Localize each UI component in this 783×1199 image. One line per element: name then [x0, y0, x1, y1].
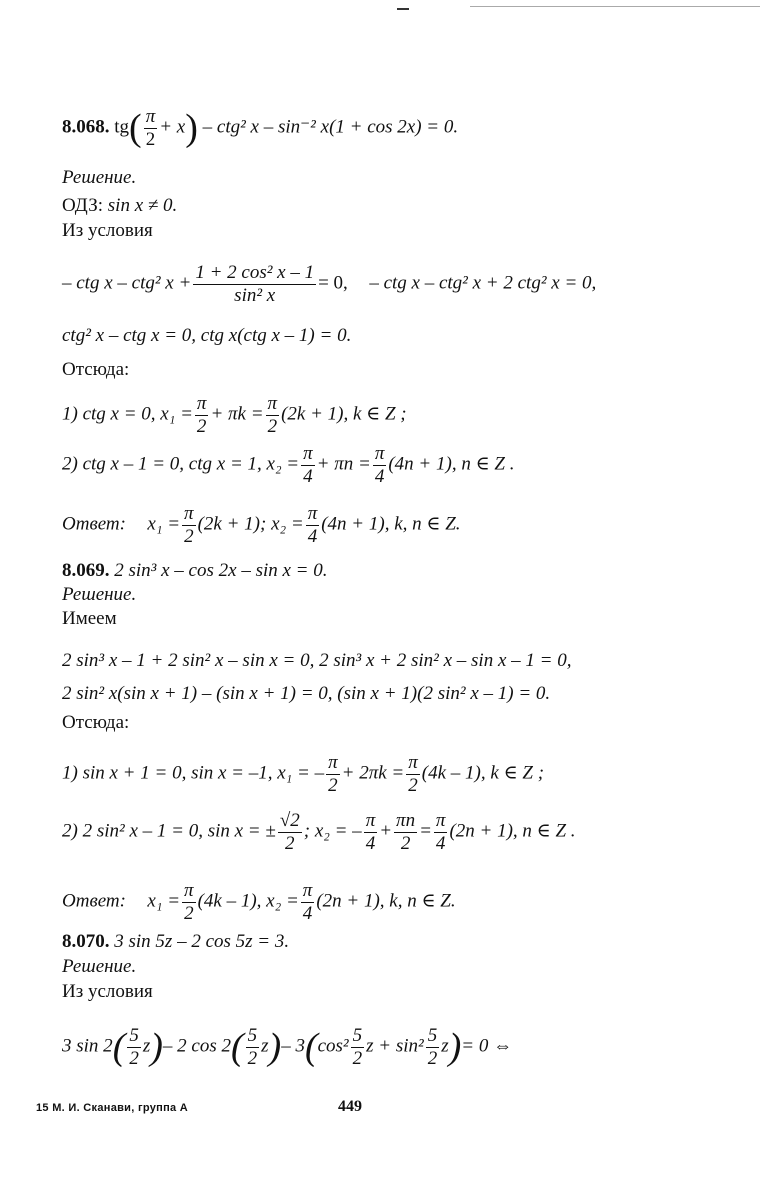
from-condition-label: Из условия	[62, 220, 153, 241]
solution-label: Решение.	[62, 167, 137, 188]
scan-mark	[397, 8, 409, 10]
answer-8069: Ответ: x₁ = $\frac{\pi}{2}$ (4k – 1), x₂ = $\frac{\pi}{4}$ (2n + 1), k, n ∈ Z.	[62, 880, 456, 924]
equation-1: – ctg x – ctg² x + $\frac{\text{1 + 2 cos² x – 1}}{\text{sin² x}}$ = 0, – ctg x – ctg² x + 2 ctg² x = 0,	[62, 262, 597, 306]
fraction: $\frac{\text{1 + 2 cos² x – 1}}{\text{sin² x}}$	[195, 262, 315, 306]
answer-8068: Ответ: x₁ = $\frac{\pi}{2}$ (2k + 1); x₂ = $\frac{\pi}{4}$ (4n + 1), k, n ∈ Z.	[62, 503, 461, 547]
equation-3: 2 sin³ x – 1 + 2 sin² x – sin x = 0, 2 sin³ x + 2 sin² x – sin x – 1 = 0,	[62, 650, 572, 671]
problem-8069: 8.069. 2 sin³ x – cos 2x – sin x = 0.	[62, 560, 328, 581]
answer-label: Ответ:	[62, 890, 126, 912]
problem-8070: 8.070. 3 sin 5z – 2 cos 5z = 3.	[62, 931, 290, 952]
equation-4: 2 sin² x(sin x + 1) – (sin x + 1) = 0, (sin x + 1)(2 sin² x – 1) = 0.	[62, 683, 551, 704]
solution-label: Решение.	[62, 584, 137, 605]
page-number: 449	[338, 1098, 362, 1115]
equation-2: ctg² x – ctg x = 0, ctg x(ctg x – 1) = 0.	[62, 325, 352, 346]
hence-label-1: Отсюда:	[62, 359, 130, 380]
we-have-label: Имеем	[62, 608, 117, 629]
equation-rest: – ctg² x – sin⁻² x(1 + cos 2x) = 0.	[202, 116, 459, 138]
case-2-8069: 2) 2 sin² x – 1 = 0, sin x = ± $\frac{√2}{2}$ ; x₂ = – $\frac{\pi}{4}$ + $\frac{\pi n}{2}$ = $\frac{\pi}{4}$ (2n + 1), n ∈ Z .	[62, 810, 576, 854]
footer-signature: 15 М. И. Сканави, группа А	[36, 1102, 189, 1114]
answer-label: Ответ:	[62, 513, 126, 535]
case-1-8068: 1) ctg x = 0, x₁ = $\frac{\pi}{2}$ + πk = $\frac{\pi}{2}$ (2k + 1), k ∈ Z ;	[62, 393, 407, 437]
solution-label: Решение.	[62, 956, 137, 977]
hence-label-2: Отсюда:	[62, 712, 130, 733]
case-1-8069: 1) sin x + 1 = 0, sin x = –1, x₁ = – $\frac{\pi}{2}$ + 2πk = $\frac{\pi}{2}$ (4k – 1), k ∈ Z ;	[62, 752, 545, 796]
odz-line: ОДЗ: sin x ≠ 0.	[62, 195, 178, 216]
problem-number: 8.070.	[62, 931, 110, 952]
case-2-8068: 2) ctg x – 1 = 0, ctg x = 1, x₂ = $\frac{\pi}{4}$ + πn = $\frac{\pi}{4}$ (4n + 1), n ∈ Z .	[62, 443, 515, 487]
problem-number: 8.068.	[62, 116, 110, 138]
problem-number: 8.069.	[62, 560, 110, 581]
fraction: $\frac{\pi}{2}$	[145, 106, 156, 150]
tg-label: tg	[114, 116, 130, 138]
equation-5: 3 sin 2( $\frac{5}{2}$ z)– 2 cos 2( $\frac{5}{2}$ z)– 3(cos² $\frac{5}{2}$ z + sin² $\frac{5}{2}$ z)= 0 ⇔	[62, 1025, 513, 1069]
scan-edge-line	[470, 6, 760, 7]
from-condition-label: Из условия	[62, 981, 153, 1002]
problem-8068: 8.068. tg( $\frac{\pi}{2}$ + x) – ctg² x – sin⁻² x(1 + cos 2x) = 0.	[62, 106, 459, 150]
